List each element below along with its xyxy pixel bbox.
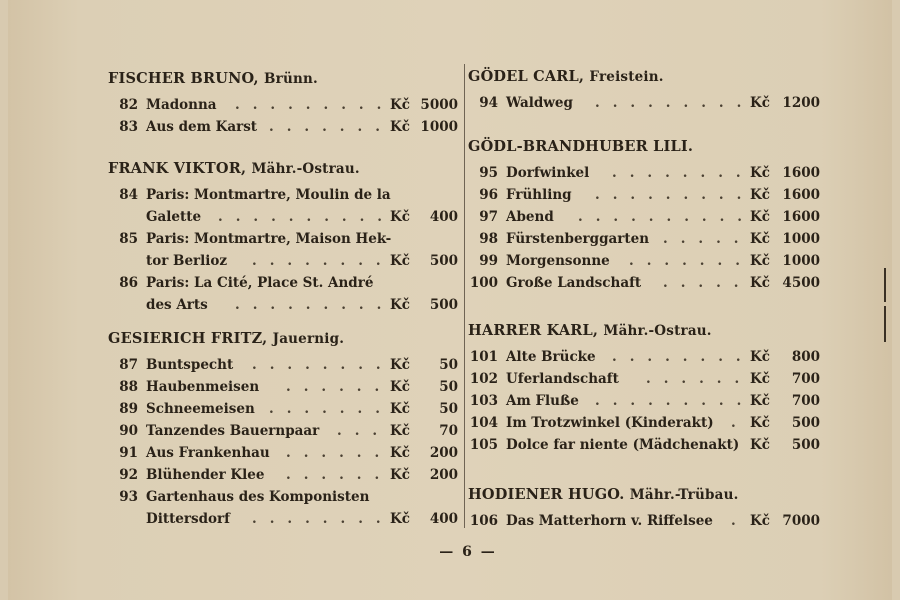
entry-number: 85 xyxy=(119,231,138,247)
currency: Kč xyxy=(390,467,410,483)
leader-dots: ....... xyxy=(269,119,393,135)
leader-dots: ....... xyxy=(269,401,393,417)
entry-title: Waldweg xyxy=(506,95,573,111)
leader-dots: ......... xyxy=(235,97,395,113)
currency: Kč xyxy=(750,165,770,181)
entry-title: Abend xyxy=(506,209,554,225)
entry-title: Schneemeisen xyxy=(146,401,255,417)
leader-dots: ... xyxy=(337,423,391,439)
leader-dots: ......... xyxy=(595,187,755,203)
catalog-entry xyxy=(108,94,458,116)
leader-dots: ......... xyxy=(235,297,395,313)
leader-dots: ........ xyxy=(612,165,754,181)
leader-dots: ..... xyxy=(663,275,752,291)
leader-dots: . xyxy=(731,513,749,529)
leader-dots: .......... xyxy=(578,209,755,225)
catalog-entry xyxy=(468,92,828,114)
entry-title: Blühender Klee xyxy=(146,467,265,483)
entry-number: 95 xyxy=(479,165,498,181)
catalog-entry xyxy=(468,162,828,184)
artist-section xyxy=(468,136,828,291)
entry-title: Im Trotzwinkel (Kinderakt) xyxy=(506,415,714,431)
entry-number: 99 xyxy=(479,253,498,269)
entry-title-continued: des Arts xyxy=(146,297,208,313)
entry-title: Uferlandschaft xyxy=(506,371,619,387)
entry-number: 89 xyxy=(119,401,138,417)
artist-section xyxy=(468,484,828,529)
entry-number: 94 xyxy=(479,95,498,111)
entry-number: 96 xyxy=(479,187,498,203)
currency: Kč xyxy=(750,187,770,203)
entry-number: 101 xyxy=(469,349,498,365)
leader-dots: ........ xyxy=(252,357,394,373)
entry-title-continued: Dittersdorf xyxy=(146,511,230,527)
entry-number: 97 xyxy=(479,209,498,225)
leader-dots: .......... xyxy=(218,209,395,225)
catalog-entry xyxy=(108,116,458,138)
column-divider xyxy=(464,64,465,528)
entry-title-continued: Galette xyxy=(146,209,202,225)
entry-number: 88 xyxy=(119,379,138,395)
catalog-entry xyxy=(468,368,828,390)
currency: Kč xyxy=(750,275,770,291)
price: 500 xyxy=(791,437,820,453)
entry-number: 104 xyxy=(469,415,498,431)
price: 1000 xyxy=(420,119,458,135)
catalog-entry xyxy=(108,228,458,272)
price: 800 xyxy=(791,349,820,365)
artist-heading xyxy=(108,328,458,350)
leader-dots: ...... xyxy=(286,467,393,483)
entry-number: 105 xyxy=(469,437,498,453)
price: 400 xyxy=(429,511,458,527)
catalog-entry xyxy=(108,442,458,464)
currency: Kč xyxy=(750,209,770,225)
leader-dots: ...... xyxy=(286,445,393,461)
leader-dots: ..... xyxy=(663,231,752,247)
entry-title: Aus dem Karst xyxy=(146,119,258,135)
currency: Kč xyxy=(750,513,770,529)
price: 50 xyxy=(439,357,458,373)
catalog-page xyxy=(8,0,892,600)
currency: Kč xyxy=(390,401,410,417)
artist-name: FISCHER BRUNO, xyxy=(108,70,259,87)
price: 50 xyxy=(439,401,458,417)
currency: Kč xyxy=(390,379,410,395)
leader-dots: ........ xyxy=(612,349,754,365)
artist-section xyxy=(108,158,458,313)
catalog-entry xyxy=(108,354,458,376)
entry-number: 92 xyxy=(119,467,138,483)
artist-heading xyxy=(468,320,828,342)
catalog-entry xyxy=(108,464,458,486)
artist-section xyxy=(468,320,828,453)
artist-location: Mähr.-Ostrau. xyxy=(251,161,360,177)
catalog-entry xyxy=(468,346,828,368)
currency: Kč xyxy=(750,231,770,247)
entry-number: 87 xyxy=(119,357,138,373)
artist-heading xyxy=(468,136,828,158)
artist-heading xyxy=(468,484,828,506)
catalog-entry xyxy=(108,376,458,398)
leader-dots: ......... xyxy=(595,95,755,111)
price: 200 xyxy=(429,445,458,461)
artist-section xyxy=(108,328,458,527)
entry-title: Große Landschaft xyxy=(506,275,642,291)
entry-number: 102 xyxy=(469,371,498,387)
catalog-entry xyxy=(468,184,828,206)
catalog-entry xyxy=(108,272,458,316)
artist-name: HODIENER HUGO. xyxy=(468,486,625,503)
price: 1200 xyxy=(782,95,820,111)
price: 400 xyxy=(429,209,458,225)
currency: Kč xyxy=(750,437,770,453)
entry-title: Haubenmeisen xyxy=(146,379,260,395)
catalog-entry xyxy=(468,434,828,456)
entry-title: Gartenhaus des Komponisten xyxy=(146,489,370,505)
entry-number: 84 xyxy=(119,187,138,203)
catalog-entry xyxy=(108,398,458,420)
currency: Kč xyxy=(390,357,410,373)
catalog-entry xyxy=(468,390,828,412)
price: 7000 xyxy=(782,513,820,529)
catalog-entry xyxy=(108,420,458,442)
currency: Kč xyxy=(390,297,410,313)
leader-dots: ....... xyxy=(629,253,753,269)
leader-dots: ...... xyxy=(286,379,393,395)
artist-heading xyxy=(108,68,458,90)
currency: Kč xyxy=(750,371,770,387)
price: 500 xyxy=(429,297,458,313)
artist-location: Mähr.-Trübau. xyxy=(629,487,739,503)
price: 1600 xyxy=(782,209,820,225)
entry-title: Aus Frankenhau xyxy=(146,445,270,461)
currency: Kč xyxy=(750,415,770,431)
catalog-entry xyxy=(468,228,828,250)
price: 500 xyxy=(791,415,820,431)
currency: Kč xyxy=(750,349,770,365)
entry-title: Am Fluße xyxy=(506,393,579,409)
catalog-entry xyxy=(468,206,828,228)
price: 700 xyxy=(791,371,820,387)
artist-section xyxy=(468,66,828,111)
price: 70 xyxy=(439,423,458,439)
artist-name: HARRER KARL, xyxy=(468,322,599,339)
entry-number: 100 xyxy=(469,275,498,291)
currency: Kč xyxy=(390,423,410,439)
artist-location: Freistein. xyxy=(589,69,664,85)
artist-heading xyxy=(468,66,828,88)
artist-location: Mähr.-Ostrau. xyxy=(603,323,712,339)
price: 200 xyxy=(429,467,458,483)
entry-title: Frühling xyxy=(506,187,572,203)
artist-section xyxy=(108,68,458,135)
currency: Kč xyxy=(750,253,770,269)
leader-dots: ........ xyxy=(252,253,394,269)
currency: Kč xyxy=(390,209,410,225)
currency: Kč xyxy=(750,95,770,111)
price: 50 xyxy=(439,379,458,395)
entry-number: 90 xyxy=(119,423,138,439)
price: 1000 xyxy=(782,231,820,247)
currency: Kč xyxy=(390,97,410,113)
currency: Kč xyxy=(390,119,410,135)
price: 700 xyxy=(791,393,820,409)
currency: Kč xyxy=(390,253,410,269)
entry-title: Paris: La Cité, Place St. André xyxy=(146,275,374,291)
price: 500 xyxy=(429,253,458,269)
page-number: — 6 — xyxy=(439,544,497,560)
entry-title: Buntspecht xyxy=(146,357,234,373)
price: 4500 xyxy=(782,275,820,291)
leader-dots: . xyxy=(731,415,749,431)
catalog-entry xyxy=(468,510,828,532)
entry-title: Das Matterhorn v. Riffelsee xyxy=(506,513,713,529)
artist-name: GÖDL-BRANDHUBER LILI. xyxy=(468,138,694,155)
catalog-entry xyxy=(108,184,458,228)
artist-name: GÖDEL CARL, xyxy=(468,68,585,85)
currency: Kč xyxy=(390,445,410,461)
entry-number: 103 xyxy=(469,393,498,409)
entry-number: 91 xyxy=(119,445,138,461)
leader-dots: ...... xyxy=(646,371,753,387)
entry-number: 106 xyxy=(469,513,498,529)
entry-title: Tanzendes Bauernpaar xyxy=(146,423,320,439)
entry-number: 93 xyxy=(119,489,138,505)
price: 1600 xyxy=(782,187,820,203)
entry-number: 82 xyxy=(119,97,138,113)
entry-title-continued: tor Berlioz xyxy=(146,253,228,269)
entry-title: Paris: Montmartre, Maison Hek- xyxy=(146,231,392,247)
artist-location: Jauernig. xyxy=(272,331,345,347)
price: 5000 xyxy=(420,97,458,113)
leader-dots: ........ xyxy=(252,511,394,527)
entry-title: Morgensonne xyxy=(506,253,610,269)
price: 1600 xyxy=(782,165,820,181)
price: 1000 xyxy=(782,253,820,269)
entry-title: Dolce far niente (Mädchenakt) xyxy=(506,437,740,453)
entry-title: Dorfwinkel xyxy=(506,165,590,181)
artist-location: Brünn. xyxy=(264,71,318,87)
catalog-entry xyxy=(468,250,828,272)
entry-title: Paris: Montmartre, Moulin de la xyxy=(146,187,391,203)
artist-heading xyxy=(108,158,458,180)
currency: Kč xyxy=(390,511,410,527)
catalog-entry xyxy=(468,412,828,434)
entry-number: 98 xyxy=(479,231,498,247)
catalog-entry xyxy=(108,486,458,530)
currency: Kč xyxy=(750,393,770,409)
edge-mark xyxy=(884,306,886,342)
artist-name: GESIERICH FRITZ, xyxy=(108,330,268,347)
entry-title: Alte Brücke xyxy=(506,349,596,365)
entry-title: Fürstenberggarten xyxy=(506,231,650,247)
catalog-entry xyxy=(468,272,828,294)
entry-title: Madonna xyxy=(146,97,217,113)
edge-mark xyxy=(884,268,886,302)
entry-number: 83 xyxy=(119,119,138,135)
artist-name: FRANK VIKTOR, xyxy=(108,160,247,177)
entry-number: 86 xyxy=(119,275,138,291)
leader-dots: ......... xyxy=(595,393,755,409)
